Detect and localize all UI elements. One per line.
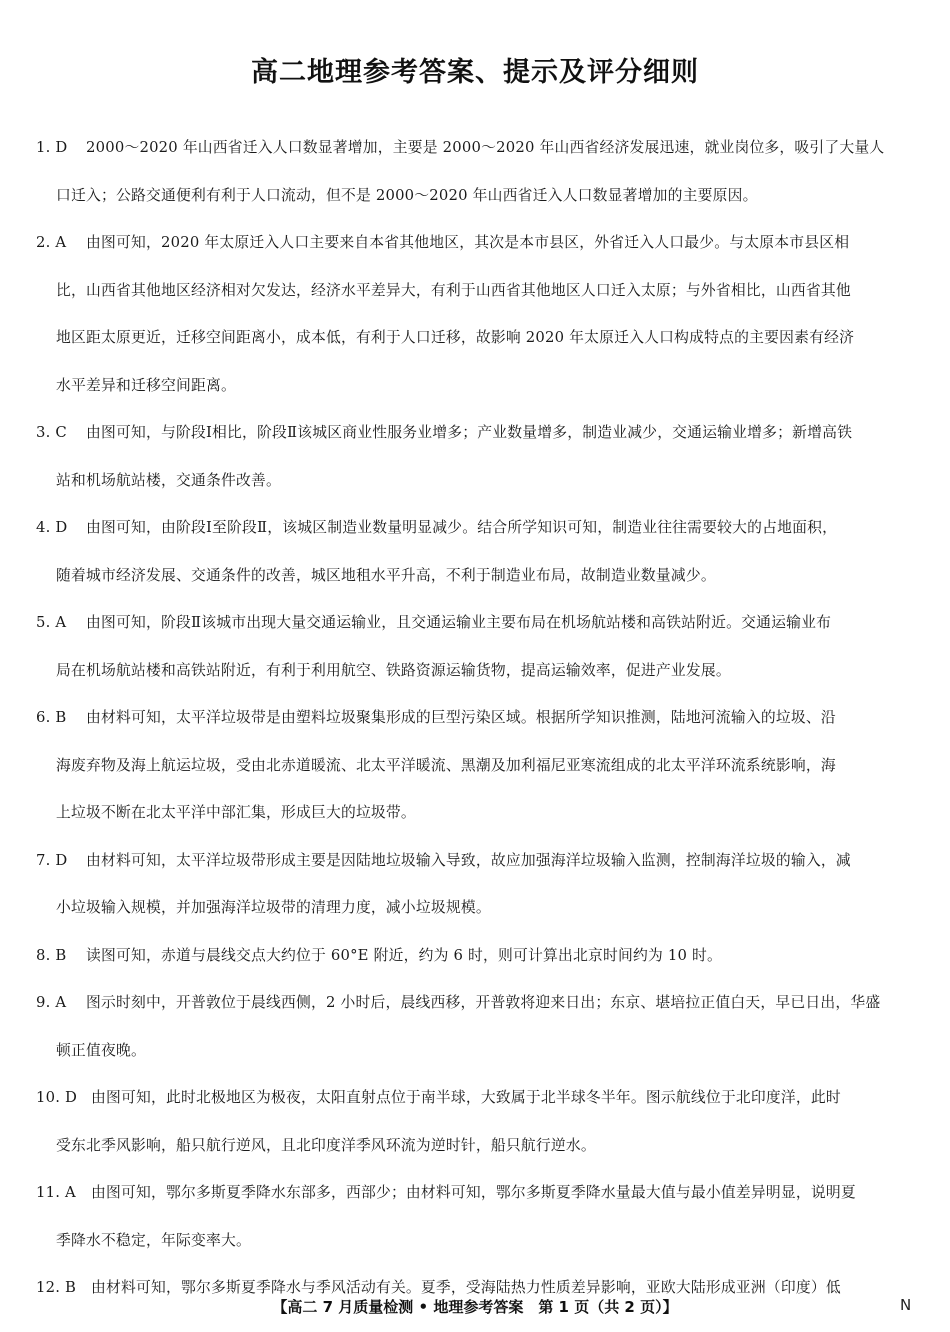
answer-text: 由图可知，与阶段Ⅰ相比，阶段Ⅱ该城区商业性服务业增多；产业数量增多，制造业减少，交通运输业增多；新增高铁 — [86, 424, 853, 441]
answer-item — [36, 979, 916, 1074]
answer-text: 水平差异和迁移空间距离。 — [56, 376, 236, 394]
answer-text: 由图可知，2020 年太原迁入人口主要来自本省其他地区，其次是本市县区，外省迁入人口最少。与太原本市县区相 — [86, 234, 850, 251]
answer-continuation-line — [36, 789, 916, 837]
answer-first-line — [36, 124, 916, 172]
answer-continuation-line — [36, 742, 916, 790]
answer-first-line — [36, 504, 916, 552]
answer-number: 11. A — [36, 1184, 76, 1201]
answer-number: 6. B — [36, 709, 67, 726]
answer-item — [36, 932, 916, 980]
answer-number: 7. D — [36, 851, 68, 869]
answer-number: 4. D — [36, 519, 68, 536]
answer-number: 12. B — [36, 1279, 77, 1296]
answer-text: 上垃圾不断在北太平洋中部汇集，形成巨大的垃圾带。 — [56, 804, 416, 821]
answer-item — [36, 694, 916, 837]
answer-first-line — [36, 1074, 916, 1122]
answer-continuation-line — [36, 1027, 916, 1075]
answer-continuation-line — [36, 172, 916, 220]
answer-text: 2000～2020 年山西省迁入人口数显著增加，主要是 2000～2020 年山西省经济发展迅速，就业岗位多，吸引了大量人 — [86, 139, 885, 156]
answer-number: 3. C — [36, 424, 67, 441]
answer-first-line — [36, 837, 916, 885]
answer-item — [36, 837, 916, 932]
page-title: 高二地理参考答案、提示及评分细则 — [251, 57, 699, 88]
answer-text: 地区距太原更近，迁移空间距离小，成本低，有利于人口迁移，故影响 2020 年太原迁入人口构成特点的主要因素有经济 — [56, 329, 855, 346]
answer-continuation-line — [36, 314, 916, 362]
answer-first-line — [36, 409, 916, 457]
answer-continuation-line — [36, 362, 916, 410]
answer-item — [36, 219, 916, 409]
answer-continuation-line — [36, 552, 916, 600]
answer-first-line — [36, 219, 916, 267]
answer-item — [36, 504, 916, 599]
answer-text: 由图可知，此时北极地区为极夜，太阳直射点位于南半球，大致属于北半球冬半年。图示航线位于北印度洋，此时 — [91, 1089, 841, 1106]
answer-continuation-line — [36, 884, 916, 932]
answer-text: 顿正值夜晚。 — [56, 1041, 146, 1059]
answer-text: 图示时刻中，开普敦位于晨线西侧，2 小时后，晨线西移，开普敦将迎来日出；东京、堪培拉正值白天，早已日出，华盛 — [86, 994, 881, 1011]
answer-number: 1. D — [36, 139, 68, 156]
answer-text: 季降水不稳定，年际变率大。 — [56, 1231, 251, 1249]
answer-text: 海废弃物及海上航运垃圾，受由北赤道暖流、北太平洋暖流、黑潮及加利福尼亚寒流组成的北太平洋环流系统影响，海 — [56, 756, 836, 774]
answer-continuation-line — [36, 267, 916, 315]
answer-number: 2. A — [36, 234, 67, 251]
answer-text: 由图可知，由阶段Ⅰ至阶段Ⅱ，该城区制造业数量明显减少。结合所学知识可知，制造业往往需要较大的占地面积， — [86, 519, 838, 536]
answer-continuation-line — [36, 1122, 916, 1170]
answer-text: 读图可知，赤道与晨线交点大约位于 60°E 附近，约为 6 时，则可计算出北京时间约为 10 时。 — [86, 946, 722, 964]
answer-continuation-line — [36, 1217, 916, 1265]
answer-text: 由材料可知，太平洋垃圾带是由塑料垃圾聚集形成的巨型污染区域。根据所学知识推测，陆地河流输入的垃圾、沿 — [86, 709, 836, 726]
answer-item — [36, 599, 916, 694]
answer-text: 由图可知，阶段Ⅱ该城市出现大量交通运输业，且交通运输业主要布局在机场航站楼和高铁站附近。交通运输业布 — [86, 614, 832, 631]
answer-text: 受东北季风影响，船只航行逆风，且北印度洋季风环流为逆时针，船只航行逆水。 — [56, 1136, 596, 1154]
answer-number: 5. A — [36, 614, 67, 631]
answer-first-line — [36, 599, 916, 647]
answer-list — [36, 124, 916, 1312]
answer-text: 比，山西省其他地区经济相对欠发达，经济水平差异大，有利于山西省其他地区人口迁入太原；与外省相比，山西省其他 — [56, 281, 851, 299]
answer-text: 随着城市经济发展、交通条件的改善，城区地租水平升高，不利于制造业布局，故制造业数量减少。 — [56, 566, 716, 584]
answer-text: 站和机场航站楼，交通条件改善。 — [56, 471, 281, 489]
answer-text: 小垃圾输入规模，并加强海洋垃圾带的清理力度，减小垃圾规模。 — [56, 899, 491, 916]
answer-text: 局在机场航站楼和高铁站附近，有利于利用航空、铁路资源运输货物，提高运输效率，促进产业发展。 — [56, 661, 731, 679]
answer-number: 9. A — [36, 994, 67, 1011]
answer-number: 10. D — [36, 1089, 78, 1106]
answer-first-line — [36, 932, 916, 980]
footer-version-code: N — [900, 1296, 912, 1314]
answer-first-line — [36, 1169, 916, 1217]
answer-text: 由图可知，鄂尔多斯夏季降水东部多，西部少；由材料可知，鄂尔多斯夏季降水量最大值与最小值差异明显，说明夏 — [91, 1184, 856, 1201]
answer-first-line — [36, 694, 916, 742]
page-footer: 【高二 7 月质量检测 • 地理参考答案 第 1 页（共 2 页）】 — [272, 1298, 678, 1316]
answer-first-line — [36, 979, 916, 1027]
answer-item — [36, 124, 916, 219]
answer-continuation-line — [36, 457, 916, 505]
answer-item — [36, 1169, 916, 1264]
answer-text: 由材料可知，太平洋垃圾带形成主要是因陆地垃圾输入导致，故应加强海洋垃圾输入监测，控制海洋垃圾的输入，减 — [86, 851, 851, 869]
answer-number: 8. B — [36, 946, 67, 964]
answer-item — [36, 1074, 916, 1169]
answer-continuation-line — [36, 647, 916, 695]
answer-text: 由材料可知，鄂尔多斯夏季降水与季风活动有关。夏季，受海陆热力性质差异影响，亚欧大陆形成亚洲（印度）低 — [91, 1279, 841, 1296]
answer-item — [36, 409, 916, 504]
answer-text: 口迁入；公路交通便利有利于人口流动，但不是 2000～2020 年山西省迁入人口数显著增加的主要原因。 — [56, 186, 758, 204]
